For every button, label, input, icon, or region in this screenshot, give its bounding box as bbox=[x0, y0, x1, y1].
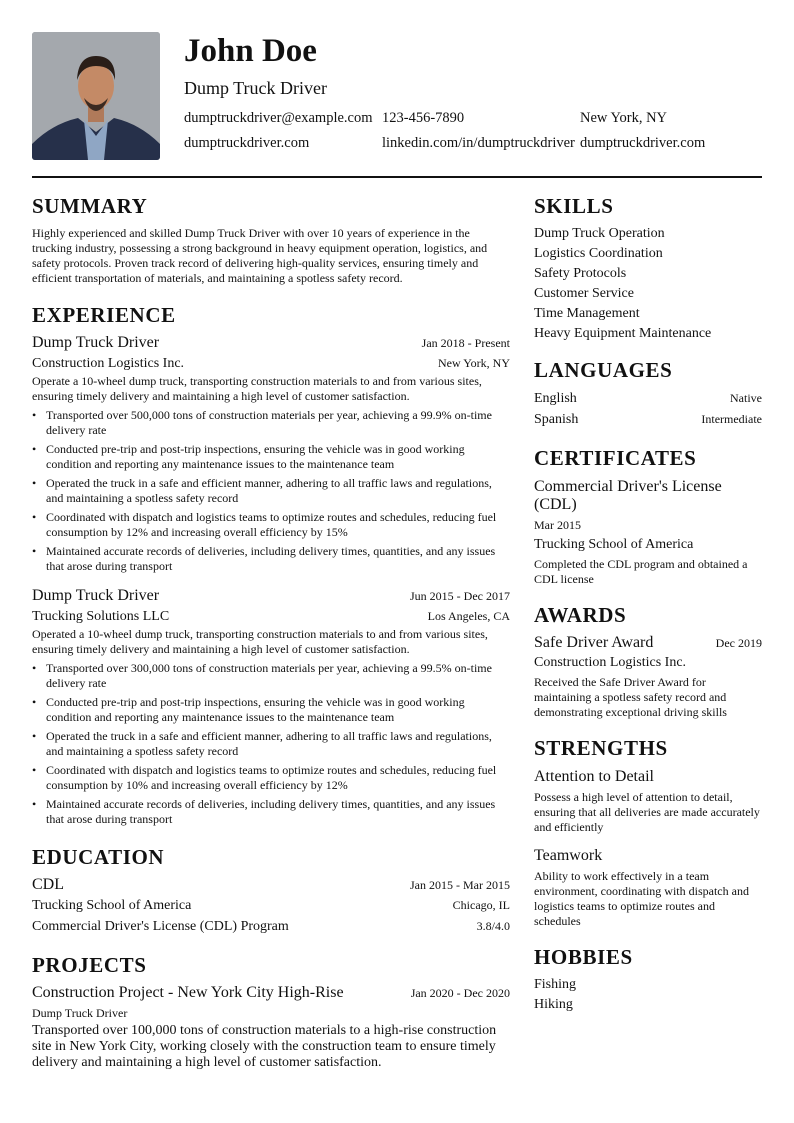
languages-section bbox=[534, 358, 762, 430]
language-name: Spanish bbox=[534, 412, 579, 427]
award-issuer: Construction Logistics Inc. bbox=[534, 655, 687, 670]
skill-item: Customer Service bbox=[534, 286, 634, 301]
section-title: EXPERIENCE bbox=[32, 303, 176, 327]
certificate-description: Completed the CDL program and obtained a CDL license bbox=[534, 557, 748, 586]
job-dates: Jun 2015 - Dec 2017 bbox=[410, 589, 510, 603]
section-title: PROJECTS bbox=[32, 953, 147, 977]
project-dates: Jan 2020 - Dec 2020 bbox=[410, 986, 510, 1000]
project-role: Dump Truck Driver bbox=[32, 1006, 128, 1020]
contact-linkedin[interactable]: linkedin.com/in/dumptruckdriver bbox=[382, 135, 575, 151]
contact-website[interactable]: dumptruckdriver.com bbox=[184, 135, 310, 151]
experience-entry bbox=[32, 586, 510, 827]
list-item: • Maintained accurate records of deliveries, including delivery times, quantities, and any issues that arose during transport bbox=[32, 797, 510, 827]
summary-text: Highly experienced and skilled Dump Truck Driver with over 10 years of experience in the trucking industry, possessing a strong background in heavy equipment operation, logistics, and safety protocols. Proven track record of delivering high-quality services, ensuring timely and efficient transportation of materials, and maintaining a spotless safety record. bbox=[32, 226, 488, 285]
language-level: Native bbox=[730, 391, 762, 405]
job-achievements bbox=[32, 661, 510, 827]
profile-photo bbox=[32, 32, 160, 160]
language-level: Intermediate bbox=[701, 412, 762, 426]
education-program: Commercial Driver's License (CDL) Program bbox=[32, 919, 289, 934]
strength-name: Attention to Detail bbox=[534, 768, 654, 785]
certificate-date: Mar 2015 bbox=[534, 518, 581, 532]
candidate-title: Dump Truck Driver bbox=[184, 78, 327, 98]
award-name: Safe Driver Award bbox=[534, 634, 654, 651]
contact-phone[interactable]: 123-456-7890 bbox=[382, 110, 465, 126]
section-title: STRENGTHS bbox=[534, 736, 668, 760]
job-description: Operate a 10-wheel dump truck, transporting construction materials to and from various sites, ensuring timely delivery and maintaining a high level of customer satisfaction. bbox=[32, 374, 482, 403]
skill-item: Dump Truck Operation bbox=[534, 226, 665, 241]
section-title: SKILLS bbox=[534, 194, 614, 218]
strengths-section bbox=[534, 736, 762, 929]
hobbies-section bbox=[534, 945, 762, 1015]
job-description: Operated a 10-wheel dump truck, transporting construction materials to and from various sites, ensuring timely delivery and maintaining a high level of customer satisfaction. bbox=[32, 627, 488, 656]
contact-email[interactable]: dumptruckdriver@example.com bbox=[184, 110, 373, 126]
skill-item: Time Management bbox=[534, 306, 640, 321]
list-item: • Operated the truck in a safe and efficient manner, adhering to all traffic laws and regulations, and maintaining a spotless safety record bbox=[32, 729, 510, 759]
list-item: • Maintained accurate records of deliveries, including delivery times, quantities, and any issues that arose during transport bbox=[32, 544, 510, 574]
education-location: Chicago, IL bbox=[452, 898, 510, 912]
section-title: EDUCATION bbox=[32, 845, 165, 869]
project-description: Transported over 100,000 tons of construction materials to a high-rise construction site in New York City, working closely with the construction team to ensure timely delivery and maintaining a high level of customer satisfaction. bbox=[32, 1023, 497, 1070]
job-company: Construction Logistics Inc. bbox=[32, 356, 185, 371]
hobby-item: Fishing bbox=[534, 977, 577, 992]
job-achievements bbox=[32, 408, 510, 574]
education-gpa: 3.8/4.0 bbox=[476, 919, 510, 933]
list-item: • Coordinated with dispatch and logistics teams to optimize routes and schedules, reducing fuel consumption by 12% and increasing overall efficiency by 15% bbox=[32, 510, 510, 540]
contact-website-secondary[interactable]: dumptruckdriver.com bbox=[580, 135, 706, 151]
section-title: SUMMARY bbox=[32, 194, 148, 218]
resume-header bbox=[32, 32, 762, 160]
job-company: Trucking Solutions LLC bbox=[32, 609, 170, 624]
language-name: English bbox=[534, 391, 577, 406]
education-school: Trucking School of America bbox=[32, 898, 192, 913]
right-column bbox=[534, 194, 762, 1015]
hobby-item: Hiking bbox=[534, 997, 573, 1012]
section-title: HOBBIES bbox=[534, 945, 633, 969]
skill-item: Safety Protocols bbox=[534, 266, 627, 281]
job-location: New York, NY bbox=[437, 356, 510, 370]
certificates-section bbox=[534, 446, 762, 587]
strength-description: Possess a high level of attention to detail, ensuring that all deliveries are made accurately and efficiently bbox=[534, 790, 760, 834]
job-dates: Jan 2018 - Present bbox=[421, 336, 510, 350]
skills-section bbox=[534, 194, 762, 344]
list-item: • Transported over 500,000 tons of construction materials per year, achieving a 99.9% on-time delivery rate bbox=[32, 408, 510, 438]
header-divider bbox=[32, 176, 762, 178]
project-name: Construction Project - New York City High-Rise bbox=[32, 984, 344, 1001]
section-title: CERTIFICATES bbox=[534, 446, 697, 470]
list-item: • Conducted pre-trip and post-trip inspections, ensuring the vehicle was in good working condition and reporting any maintenance issues to the maintenance team bbox=[32, 442, 510, 472]
job-position: Dump Truck Driver bbox=[32, 334, 160, 351]
contact-location: New York, NY bbox=[580, 110, 668, 126]
award-date: Dec 2019 bbox=[715, 636, 762, 650]
candidate-name: John Doe bbox=[184, 33, 317, 69]
experience-entry bbox=[32, 333, 510, 574]
award-description: Received the Safe Driver Award for maintaining a spotless safety record and demonstrating exceptional driving skills bbox=[534, 675, 727, 719]
projects-section bbox=[32, 953, 510, 1071]
strength-name: Teamwork bbox=[534, 847, 603, 864]
awards-section bbox=[534, 603, 762, 720]
section-title: LANGUAGES bbox=[534, 358, 673, 382]
section-title: AWARDS bbox=[534, 603, 627, 627]
skill-item: Heavy Equipment Maintenance bbox=[534, 326, 712, 341]
strength-description: Ability to work effectively in a team environment, coordinating with dispatch and logistics teams to optimize routes and schedules bbox=[534, 869, 749, 928]
list-item: • Operated the truck in a safe and efficient manner, adhering to all traffic laws and regulations, and maintaining a spotless safety record bbox=[32, 476, 510, 506]
education-section bbox=[32, 845, 510, 937]
education-degree: CDL bbox=[32, 876, 64, 893]
education-dates: Jan 2015 - Mar 2015 bbox=[410, 878, 510, 892]
list-item: • Conducted pre-trip and post-trip inspections, ensuring the vehicle was in good working condition and reporting any maintenance issues to the maintenance team bbox=[32, 695, 510, 725]
profile-photo-illustration bbox=[32, 32, 160, 160]
left-column bbox=[32, 194, 510, 1071]
summary-section bbox=[32, 194, 510, 286]
certificate-issuer: Trucking School of America bbox=[534, 537, 694, 552]
list-item: • Transported over 300,000 tons of construction materials per year, achieving a 99.5% on-time delivery rate bbox=[32, 661, 510, 691]
certificate-name: Commercial Driver's License (CDL) bbox=[534, 478, 722, 513]
experience-section bbox=[32, 303, 510, 827]
job-position: Dump Truck Driver bbox=[32, 587, 160, 604]
list-item: • Coordinated with dispatch and logistics teams to optimize routes and schedules, reducing fuel consumption by 10% and increasing overall efficiency by 12% bbox=[32, 763, 510, 793]
skill-item: Logistics Coordination bbox=[534, 246, 663, 261]
job-location: Los Angeles, CA bbox=[427, 609, 510, 623]
